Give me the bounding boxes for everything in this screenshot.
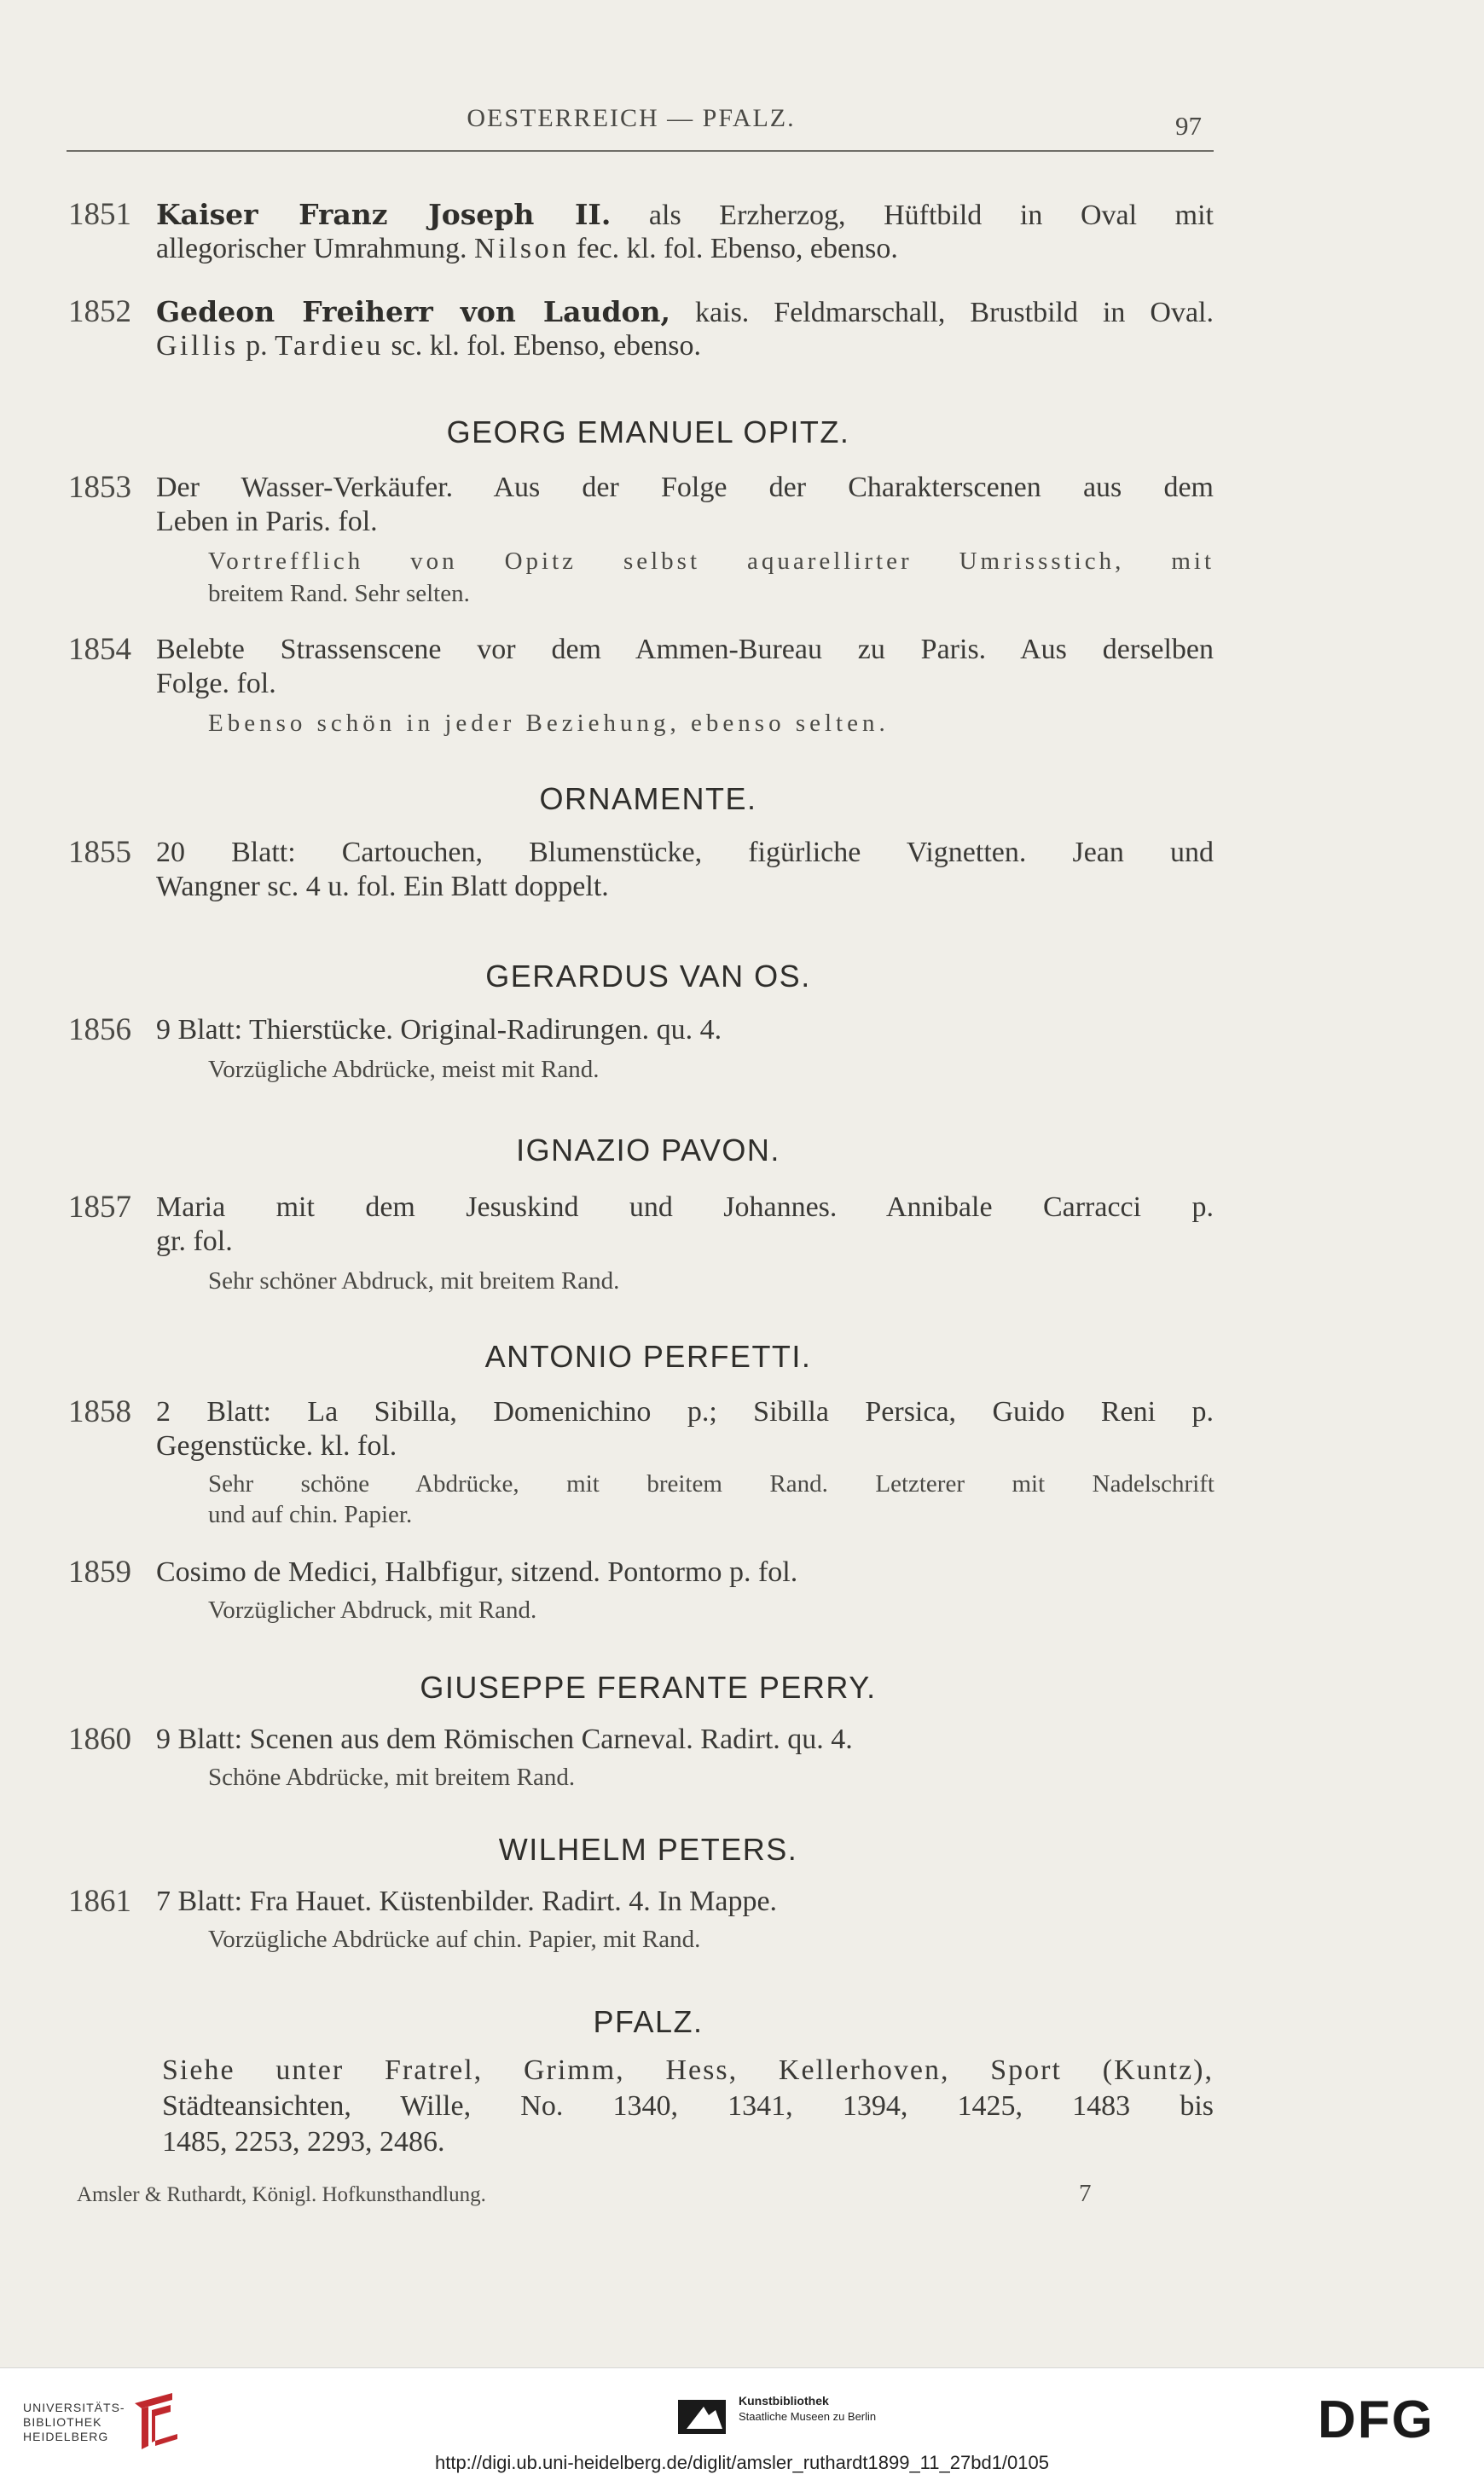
section-heading: IGNAZIO PAVON. <box>516 1133 780 1168</box>
artist-name: Gedeon Freiherr von Laudon, <box>156 295 671 328</box>
entry-line: Gillis p. Tardieu sc. kl. fol. Ebenso, ebenso. <box>156 330 701 362</box>
entry-number: 1857 <box>68 1190 131 1225</box>
entry-line: 7 Blatt: Fra Hauet. Küstenbilder. Radirt. 4. In Mappe. <box>156 1886 778 1917</box>
entry-number: 1858 <box>68 1394 131 1429</box>
section-heading: WILHELM PETERS. <box>498 1832 798 1867</box>
entry-line: Leben in Paris. fol. <box>156 506 378 537</box>
entry-number: 1855 <box>68 835 131 870</box>
entry-note: Sehr schöner Abdruck, mit breitem Rand. <box>208 1267 620 1295</box>
publisher-footer: Amsler & Ruthardt, Königl. Hofkunsthandlung. <box>77 2183 486 2206</box>
entry-line: Folge. fol. <box>156 668 276 699</box>
entry-number: 1856 <box>68 1012 131 1047</box>
entry-line: Cosimo de Medici, Halbfigur, sitzend. Pontormo p. fol. <box>156 1556 798 1588</box>
entry-number: 1860 <box>68 1722 131 1757</box>
entry-note: Vorzüglicher Abdruck, mit Rand. <box>208 1596 537 1624</box>
entry-note: Sehr schöne Abdrücke, mit breitem Rand. Letzterer mit Nadelschrift <box>208 1470 1214 1498</box>
entry-line: Siehe unter Fratrel, Grimm, Hess, Kellerhoven, Sport (Kuntz), <box>162 2054 1214 2086</box>
header-rule <box>67 150 1214 152</box>
running-header: OESTERREICH — PFALZ. <box>467 104 796 132</box>
entry-number: 1853 <box>68 470 131 505</box>
page-number: 97 <box>1175 111 1202 141</box>
section-heading: GEORG EMANUEL OPITZ. <box>446 414 850 449</box>
entry-line: Städteansichten, Wille, No. 1340, 1341, 1394, 1425, 1483 bis <box>162 2090 1214 2122</box>
entry-line: Der Wasser-Verkäufer. Aus der Folge der Charakterscenen aus dem <box>156 472 1214 503</box>
entry-note: Vorzügliche Abdrücke, meist mit Rand. <box>208 1056 600 1083</box>
kunstbibliothek-logo-icon[interactable] <box>678 2395 729 2437</box>
kunstbibliothek-label: Kunstbibliothek Staatliche Museen zu Berlin <box>739 2394 877 2423</box>
entry-line: 2 Blatt: La Sibilla, Domenichino p.; Sibilla Persica, Guido Reni p. <box>156 1396 1214 1428</box>
section-heading: ORNAMENTE. <box>539 781 757 816</box>
entry-line: 20 Blatt: Cartouchen, Blumenstücke, figürliche Vignetten. Jean und <box>156 837 1214 868</box>
section-heading: PFALZ. <box>593 2004 704 2039</box>
section-heading: GERARDUS VAN OS. <box>485 959 811 994</box>
entry-note: Vorzügliche Abdrücke auf chin. Papier, mit Rand. <box>208 1926 701 1953</box>
university-logo-icon[interactable] <box>130 2391 181 2453</box>
entry-number: 1851 <box>68 197 131 232</box>
entry-note: und auf chin. Papier. <box>208 1501 413 1528</box>
signature-mark: 7 <box>1079 2180 1092 2207</box>
entry-line: 1485, 2253, 2293, 2486. <box>162 2126 445 2158</box>
entry-line: allegorischer Umrahmung. Nilson fec. kl. fol. Ebenso, ebenso. <box>156 233 898 264</box>
entry-note: Vortrefflich von Opitz selbst aquarellirter Umrissstich, mit <box>208 548 1214 575</box>
entry-note: Schöne Abdrücke, mit breitem Rand. <box>208 1764 576 1791</box>
entry-number: 1854 <box>68 632 131 667</box>
entry-number: 1861 <box>68 1884 131 1919</box>
entry-line: gr. fol. <box>156 1226 233 1257</box>
entry-line: Wangner sc. 4 u. fol. Ein Blatt doppelt. <box>156 871 609 902</box>
entry-line: 9 Blatt: Scenen aus dem Römischen Carneval. Radirt. qu. 4. <box>156 1724 853 1755</box>
entry-note: Ebenso schön in jeder Beziehung, ebenso selten. <box>208 710 890 737</box>
section-heading: ANTONIO PERFETTI. <box>484 1339 812 1374</box>
entry-line: Kaiser Franz Joseph II. als Erzherzog, Hüftbild in Oval mit <box>156 198 1214 231</box>
entry-note: breitem Rand. Sehr selten. <box>208 580 470 607</box>
entry-line: Belebte Strassenscene vor dem Ammen-Bureau zu Paris. Aus derselben <box>156 634 1214 665</box>
section-heading: GIUSEPPE FERANTE PERRY. <box>420 1670 877 1705</box>
artist-name: Kaiser Franz Joseph II. <box>156 198 612 231</box>
dfg-logo[interactable]: DFG <box>1318 2390 1435 2449</box>
entry-number: 1852 <box>68 294 131 329</box>
permalink-url[interactable]: http://digi.ub.uni-heidelberg.de/diglit/amsler_ruthardt1899_11_27bd1/0105 <box>434 2452 1049 2473</box>
entry-line: Gedeon Freiherr von Laudon, kais. Feldmarschall, Brustbild in Oval. <box>156 295 1214 328</box>
entry-line: Maria mit dem Jesuskind und Johannes. Annibale Carracci p. <box>156 1191 1214 1223</box>
entry-line: Gegenstücke. kl. fol. <box>156 1430 397 1462</box>
entry-line: 9 Blatt: Thierstücke. Original-Radirungen. qu. 4. <box>156 1014 722 1046</box>
university-library-name[interactable]: UNIVERSITÄTS- BIBLIOTHEK HEIDELBERG <box>23 2401 125 2443</box>
entry-number: 1859 <box>68 1555 131 1590</box>
